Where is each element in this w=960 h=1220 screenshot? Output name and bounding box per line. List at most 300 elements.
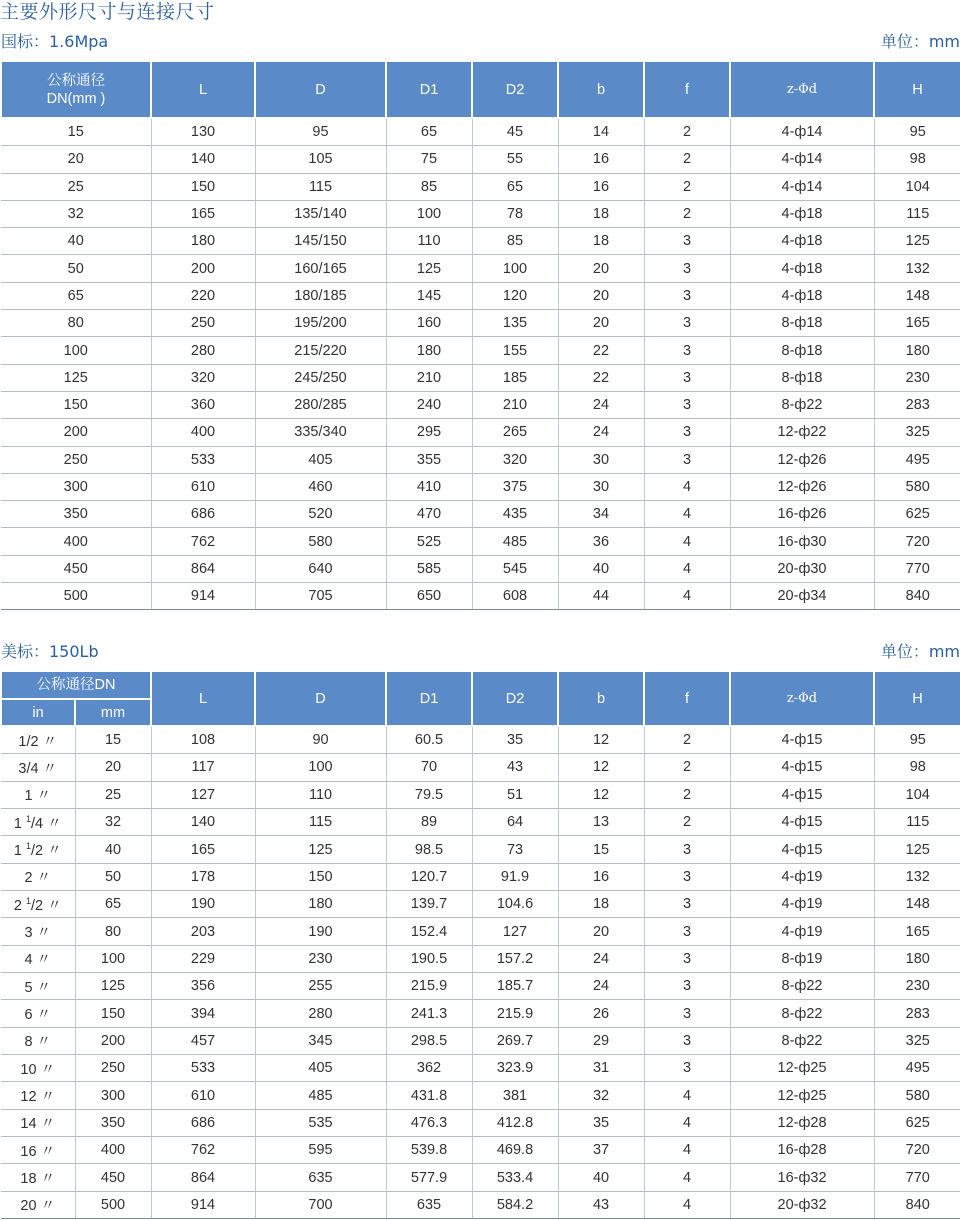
gb-table-row — [1, 118, 960, 146]
ansi-cell-mm: 80 — [75, 918, 151, 945]
gb-cell-h: 230 — [874, 364, 960, 391]
gb-cell-z-phi-d: 20-ф30 — [730, 555, 874, 582]
gb-cell-b: 34 — [558, 501, 644, 528]
ansi-cell-z-phi-d: 4-ф15 — [730, 726, 874, 754]
ansi-header-h: H — [874, 672, 960, 726]
ansi-cell-in-whole: 10 〃 — [20, 1061, 56, 1078]
gb-cell-l: 150 — [151, 173, 255, 200]
ansi-cell-in — [1, 1109, 75, 1136]
ansi-header-f: f — [644, 672, 730, 726]
ansi-cell-z-phi-d: 12-ф25 — [730, 1082, 874, 1109]
gb-table-row — [1, 364, 960, 391]
gb-cell-f: 2 — [644, 146, 730, 173]
gb-cell-d: 705 — [255, 583, 386, 610]
ansi-cell-d1: 298.5 — [386, 1027, 472, 1054]
gb-table-row — [1, 255, 960, 282]
gb-header-dn — [1, 62, 151, 118]
gb-cell-d2: 45 — [472, 118, 558, 146]
gb-cell-dn: 20 — [1, 146, 151, 173]
gb-cell-d: 520 — [255, 501, 386, 528]
ansi-cell-z-phi-d: 16-ф32 — [730, 1164, 874, 1191]
gb-cell-b: 24 — [558, 391, 644, 418]
ansi-cell-in — [1, 781, 75, 808]
ansi-cell-d1: 139.7 — [386, 891, 472, 918]
ansi-table-row — [1, 1082, 960, 1109]
gb-cell-f: 2 — [644, 173, 730, 200]
gb-cell-d1: 295 — [386, 419, 472, 446]
gb-cell-l: 914 — [151, 583, 255, 610]
gb-cell-d1: 585 — [386, 555, 472, 582]
ansi-cell-l: 914 — [151, 1191, 255, 1218]
gb-cell-h: 104 — [874, 173, 960, 200]
ansi-table-row — [1, 945, 960, 972]
ansi-cell-mm: 100 — [75, 945, 151, 972]
ansi-cell-z-phi-d: 12-ф25 — [730, 1055, 874, 1082]
gb-cell-h: 148 — [874, 282, 960, 309]
gb-cell-d1: 125 — [386, 255, 472, 282]
gb-cell-d2: 55 — [472, 146, 558, 173]
gb-cell-f: 3 — [644, 337, 730, 364]
ansi-cell-f: 4 — [644, 1109, 730, 1136]
gb-cell-h: 283 — [874, 391, 960, 418]
ansi-cell-h: 840 — [874, 1191, 960, 1218]
ansi-cell-in-denominator: /4 〃 — [30, 815, 62, 832]
gb-cell-d: 640 — [255, 555, 386, 582]
ansi-cell-mm: 20 — [75, 754, 151, 781]
ansi-cell-b: 12 — [558, 781, 644, 808]
gb-cell-dn: 150 — [1, 391, 151, 418]
ansi-cell-z-phi-d: 8-ф22 — [730, 1027, 874, 1054]
gb-table-row — [1, 146, 960, 173]
gb-cell-dn: 65 — [1, 282, 151, 309]
ansi-cell-in — [1, 1027, 75, 1054]
ansi-table-row — [1, 973, 960, 1000]
gb-cell-f: 4 — [644, 528, 730, 555]
ansi-cell-d2: 157.2 — [472, 945, 558, 972]
ansi-cell-l: 686 — [151, 1109, 255, 1136]
ansi-cell-d1: 635 — [386, 1191, 472, 1218]
gb-cell-d2: 185 — [472, 364, 558, 391]
ansi-cell-d: 115 — [255, 808, 386, 835]
ansi-cell-mm: 50 — [75, 863, 151, 890]
gb-cell-dn: 25 — [1, 173, 151, 200]
ansi-cell-d: 635 — [255, 1164, 386, 1191]
gb-cell-z-phi-d: 8-ф18 — [730, 364, 874, 391]
gb-cell-f: 3 — [644, 228, 730, 255]
gb-cell-d1: 210 — [386, 364, 472, 391]
ansi-table-row — [1, 1000, 960, 1027]
gb-cell-d: 245/250 — [255, 364, 386, 391]
ansi-header-z-phi-d: z-Φd — [730, 672, 874, 726]
ansi-cell-l: 190 — [151, 891, 255, 918]
ansi-table-row — [1, 808, 960, 835]
ansi-cell-b: 24 — [558, 945, 644, 972]
ansi-cell-f: 4 — [644, 1082, 730, 1109]
gb-cell-d1: 85 — [386, 173, 472, 200]
gb-cell-f: 2 — [644, 200, 730, 227]
ansi-cell-d: 180 — [255, 891, 386, 918]
ansi-cell-d: 230 — [255, 945, 386, 972]
gb-cell-d: 405 — [255, 446, 386, 473]
gb-cell-d2: 210 — [472, 391, 558, 418]
ansi-cell-in-whole: 18 〃 — [20, 1171, 56, 1188]
ansi-cell-z-phi-d: 4-ф19 — [730, 918, 874, 945]
gb-cell-f: 4 — [644, 473, 730, 500]
ansi-cell-b: 43 — [558, 1191, 644, 1218]
ansi-cell-in-denominator: /2 〃 — [30, 897, 62, 914]
ansi-cell-d: 595 — [255, 1137, 386, 1164]
gb-cell-l: 610 — [151, 473, 255, 500]
ansi-cell-h: 125 — [874, 836, 960, 863]
gb-header-d1: D1 — [386, 62, 472, 118]
gb-cell-d2: 265 — [472, 419, 558, 446]
ansi-cell-b: 32 — [558, 1082, 644, 1109]
gb-cell-d1: 110 — [386, 228, 472, 255]
gb-header-d2: D2 — [472, 62, 558, 118]
ansi-cell-in-whole: 4 〃 — [24, 952, 52, 969]
gb-cell-d: 215/220 — [255, 337, 386, 364]
ansi-cell-b: 18 — [558, 891, 644, 918]
gb-cell-d2: 135 — [472, 310, 558, 337]
gb-cell-d: 115 — [255, 173, 386, 200]
ansi-cell-in — [1, 1082, 75, 1109]
ansi-cell-z-phi-d: 4-ф19 — [730, 891, 874, 918]
ansi-table-row — [1, 1191, 960, 1218]
gb-cell-z-phi-d: 4-ф14 — [730, 118, 874, 146]
ansi-cell-d2: 104.6 — [472, 891, 558, 918]
gb-cell-b: 30 — [558, 473, 644, 500]
ansi-cell-d: 485 — [255, 1082, 386, 1109]
gb-table-row — [1, 446, 960, 473]
gb-cell-d: 160/165 — [255, 255, 386, 282]
ansi-cell-b: 31 — [558, 1055, 644, 1082]
ansi-table-row — [1, 863, 960, 890]
gb-cell-z-phi-d: 16-ф30 — [730, 528, 874, 555]
ansi-cell-l: 762 — [151, 1137, 255, 1164]
ansi-cell-z-phi-d: 8-ф19 — [730, 945, 874, 972]
ansi-cell-b: 29 — [558, 1027, 644, 1054]
gb-cell-z-phi-d: 12-ф26 — [730, 446, 874, 473]
gb-unit-label: 单位：mm — [880, 32, 960, 51]
gb-header-b: b — [558, 62, 644, 118]
gb-cell-h: 125 — [874, 228, 960, 255]
ansi-cell-h: 230 — [874, 973, 960, 1000]
gb-cell-z-phi-d: 16-ф26 — [730, 501, 874, 528]
gb-cell-z-phi-d: 4-ф14 — [730, 146, 874, 173]
ansi-header-in: in — [1, 699, 75, 726]
ansi-cell-h: 115 — [874, 808, 960, 835]
ansi-cell-h: 132 — [874, 863, 960, 890]
ansi-cell-l: 610 — [151, 1082, 255, 1109]
ansi-cell-mm: 200 — [75, 1027, 151, 1054]
ansi-cell-f: 3 — [644, 1027, 730, 1054]
gb-cell-b: 18 — [558, 228, 644, 255]
gb-header-l: L — [151, 62, 255, 118]
gb-cell-d2: 120 — [472, 282, 558, 309]
gb-cell-z-phi-d: 12-ф22 — [730, 419, 874, 446]
ansi-cell-l: 127 — [151, 781, 255, 808]
ansi-cell-b: 24 — [558, 973, 644, 1000]
gb-cell-l: 360 — [151, 391, 255, 418]
gb-cell-h: 770 — [874, 555, 960, 582]
ansi-cell-d1: 362 — [386, 1055, 472, 1082]
gb-cell-d2: 375 — [472, 473, 558, 500]
ansi-standard-label: 美标：150Lb — [1, 642, 99, 661]
ansi-cell-mm: 40 — [75, 836, 151, 863]
ansi-cell-b: 40 — [558, 1164, 644, 1191]
gb-cell-dn: 50 — [1, 255, 151, 282]
ansi-dimension-table — [0, 672, 960, 1219]
ansi-cell-in-whole: 20 〃 — [20, 1198, 56, 1215]
ansi-header-b: b — [558, 672, 644, 726]
gb-cell-b: 44 — [558, 583, 644, 610]
ansi-cell-d1: 70 — [386, 754, 472, 781]
gb-table-row — [1, 391, 960, 418]
ansi-cell-d2: 73 — [472, 836, 558, 863]
ansi-cell-in-whole: 1 — [13, 815, 26, 832]
gb-cell-dn: 200 — [1, 419, 151, 446]
ansi-cell-b: 15 — [558, 836, 644, 863]
gb-cell-b: 20 — [558, 282, 644, 309]
ansi-cell-h: 770 — [874, 1164, 960, 1191]
gb-cell-d1: 100 — [386, 200, 472, 227]
ansi-cell-mm: 500 — [75, 1191, 151, 1218]
ansi-cell-f: 3 — [644, 945, 730, 972]
gb-cell-l: 250 — [151, 310, 255, 337]
ansi-cell-mm: 25 — [75, 781, 151, 808]
ansi-cell-in-whole: 2 — [13, 897, 26, 914]
gb-cell-d: 335/340 — [255, 419, 386, 446]
ansi-cell-f: 3 — [644, 1000, 730, 1027]
ansi-table-row — [1, 754, 960, 781]
gb-cell-d2: 85 — [472, 228, 558, 255]
gb-cell-dn: 350 — [1, 501, 151, 528]
ansi-cell-d: 255 — [255, 973, 386, 1000]
gb-cell-d2: 608 — [472, 583, 558, 610]
ansi-cell-in — [1, 726, 75, 754]
ansi-cell-l: 165 — [151, 836, 255, 863]
ansi-cell-in-numerator: 1 — [25, 841, 31, 852]
gb-cell-dn: 300 — [1, 473, 151, 500]
ansi-cell-d2: 215.9 — [472, 1000, 558, 1027]
gb-cell-z-phi-d: 8-ф18 — [730, 337, 874, 364]
gb-cell-d: 145/150 — [255, 228, 386, 255]
ansi-cell-l: 457 — [151, 1027, 255, 1054]
ansi-cell-in — [1, 945, 75, 972]
gb-cell-l: 165 — [151, 200, 255, 227]
ansi-cell-d: 110 — [255, 781, 386, 808]
gb-cell-d1: 355 — [386, 446, 472, 473]
gb-cell-dn: 125 — [1, 364, 151, 391]
ansi-cell-in-numerator: 1 — [25, 813, 31, 824]
ansi-cell-in — [1, 836, 75, 863]
ansi-cell-l: 178 — [151, 863, 255, 890]
ansi-cell-d: 100 — [255, 754, 386, 781]
ansi-cell-h: 495 — [874, 1055, 960, 1082]
ansi-cell-d1: 431.8 — [386, 1082, 472, 1109]
gb-cell-d1: 180 — [386, 337, 472, 364]
ansi-cell-in-whole: 14 〃 — [20, 1116, 56, 1133]
gb-table-row — [1, 310, 960, 337]
ansi-table-row — [1, 1164, 960, 1191]
ansi-cell-d: 700 — [255, 1191, 386, 1218]
gb-cell-f: 3 — [644, 419, 730, 446]
ansi-cell-d2: 533.4 — [472, 1164, 558, 1191]
gb-cell-f: 4 — [644, 555, 730, 582]
gb-cell-d2: 320 — [472, 446, 558, 473]
ansi-cell-d2: 91.9 — [472, 863, 558, 890]
gb-table-row — [1, 528, 960, 555]
ansi-cell-h: 104 — [874, 781, 960, 808]
ansi-caption — [0, 641, 960, 663]
gb-cell-f: 3 — [644, 282, 730, 309]
ansi-cell-in-whole: 6 〃 — [24, 1007, 52, 1024]
ansi-cell-d: 190 — [255, 918, 386, 945]
gb-cell-dn: 450 — [1, 555, 151, 582]
gb-cell-l: 220 — [151, 282, 255, 309]
ansi-header-dn: 公称通径DN — [1, 672, 151, 699]
ansi-cell-h: 165 — [874, 918, 960, 945]
gb-cell-b: 22 — [558, 364, 644, 391]
gb-cell-d: 135/140 — [255, 200, 386, 227]
ansi-cell-b: 16 — [558, 863, 644, 890]
gb-cell-d2: 155 — [472, 337, 558, 364]
ansi-cell-in — [1, 1191, 75, 1218]
gb-cell-b: 40 — [558, 555, 644, 582]
gb-cell-d2: 78 — [472, 200, 558, 227]
ansi-table-row — [1, 726, 960, 754]
gb-cell-l: 200 — [151, 255, 255, 282]
ansi-cell-mm: 150 — [75, 1000, 151, 1027]
ansi-header-d1: D1 — [386, 672, 472, 726]
gb-table-row — [1, 282, 960, 309]
gb-cell-l: 180 — [151, 228, 255, 255]
gb-cell-d: 105 — [255, 146, 386, 173]
gb-cell-d2: 435 — [472, 501, 558, 528]
ansi-cell-b: 37 — [558, 1137, 644, 1164]
ansi-cell-l: 533 — [151, 1055, 255, 1082]
ansi-cell-in — [1, 1137, 75, 1164]
gb-cell-h: 840 — [874, 583, 960, 610]
ansi-cell-z-phi-d: 4-ф15 — [730, 836, 874, 863]
gb-table-row — [1, 473, 960, 500]
gb-cell-z-phi-d: 8-ф18 — [730, 310, 874, 337]
ansi-cell-in — [1, 808, 75, 835]
ansi-cell-l: 356 — [151, 973, 255, 1000]
ansi-cell-d2: 469.8 — [472, 1137, 558, 1164]
ansi-cell-z-phi-d: 4-ф15 — [730, 781, 874, 808]
gb-cell-l: 762 — [151, 528, 255, 555]
gb-cell-z-phi-d: 20-ф34 — [730, 583, 874, 610]
ansi-cell-d1: 215.9 — [386, 973, 472, 1000]
ansi-cell-mm: 450 — [75, 1164, 151, 1191]
ansi-cell-mm: 65 — [75, 891, 151, 918]
ansi-cell-d2: 64 — [472, 808, 558, 835]
gb-cell-h: 580 — [874, 473, 960, 500]
ansi-cell-h: 180 — [874, 945, 960, 972]
ansi-cell-in-whole: 5 〃 — [24, 979, 52, 996]
gb-cell-d2: 485 — [472, 528, 558, 555]
gb-cell-l: 320 — [151, 364, 255, 391]
gb-cell-h: 98 — [874, 146, 960, 173]
gb-cell-d1: 240 — [386, 391, 472, 418]
gb-cell-l: 130 — [151, 118, 255, 146]
gb-cell-dn: 400 — [1, 528, 151, 555]
ansi-cell-d1: 152.4 — [386, 918, 472, 945]
ansi-cell-in — [1, 918, 75, 945]
ansi-cell-z-phi-d: 4-ф15 — [730, 754, 874, 781]
ansi-table-row — [1, 836, 960, 863]
ansi-cell-z-phi-d: 8-ф22 — [730, 1000, 874, 1027]
ansi-cell-in-whole: 16 〃 — [20, 1143, 56, 1160]
ansi-cell-b: 13 — [558, 808, 644, 835]
gb-cell-d1: 525 — [386, 528, 472, 555]
ansi-cell-f: 2 — [644, 754, 730, 781]
gb-cell-d: 180/185 — [255, 282, 386, 309]
ansi-cell-b: 35 — [558, 1109, 644, 1136]
ansi-cell-mm: 300 — [75, 1082, 151, 1109]
gb-cell-dn: 500 — [1, 583, 151, 610]
gb-cell-f: 3 — [644, 255, 730, 282]
ansi-cell-z-phi-d: 8-ф22 — [730, 973, 874, 1000]
ansi-cell-d: 345 — [255, 1027, 386, 1054]
gb-cell-d: 280/285 — [255, 391, 386, 418]
ansi-cell-in — [1, 891, 75, 918]
gb-cell-f: 4 — [644, 583, 730, 610]
gb-cell-f: 3 — [644, 446, 730, 473]
ansi-cell-in-whole: 1/2 〃 — [18, 733, 58, 750]
gb-cell-b: 24 — [558, 419, 644, 446]
ansi-cell-d: 280 — [255, 1000, 386, 1027]
ansi-cell-d2: 43 — [472, 754, 558, 781]
ansi-cell-in-numerator: 1 — [25, 895, 31, 906]
ansi-cell-l: 229 — [151, 945, 255, 972]
gb-header-dn-line1: 公称通径 — [47, 72, 105, 89]
ansi-cell-d2: 269.7 — [472, 1027, 558, 1054]
ansi-cell-d1: 60.5 — [386, 726, 472, 754]
gb-cell-d1: 65 — [386, 118, 472, 146]
gb-cell-h: 115 — [874, 200, 960, 227]
gb-cell-h: 325 — [874, 419, 960, 446]
gb-standard-label: 国标：1.6Mpa — [1, 32, 109, 51]
ansi-cell-f: 3 — [644, 973, 730, 1000]
ansi-cell-d2: 51 — [472, 781, 558, 808]
ansi-cell-z-phi-d: 20-ф32 — [730, 1191, 874, 1218]
gb-cell-b: 30 — [558, 446, 644, 473]
ansi-table-row — [1, 1109, 960, 1136]
ansi-cell-h: 325 — [874, 1027, 960, 1054]
ansi-cell-in-whole: 2 〃 — [24, 870, 52, 887]
ansi-cell-d2: 412.8 — [472, 1109, 558, 1136]
ansi-cell-d2: 584.2 — [472, 1191, 558, 1218]
gb-cell-f: 3 — [644, 391, 730, 418]
ansi-cell-d1: 539.8 — [386, 1137, 472, 1164]
ansi-cell-in-whole: 1 〃 — [24, 788, 52, 805]
ansi-cell-f: 3 — [644, 918, 730, 945]
ansi-cell-z-phi-d: 12-ф28 — [730, 1109, 874, 1136]
ansi-cell-d: 150 — [255, 863, 386, 890]
gb-cell-d1: 470 — [386, 501, 472, 528]
gb-cell-d: 580 — [255, 528, 386, 555]
ansi-cell-mm: 125 — [75, 973, 151, 1000]
ansi-cell-mm: 350 — [75, 1109, 151, 1136]
gb-cell-d: 195/200 — [255, 310, 386, 337]
ansi-cell-f: 2 — [644, 726, 730, 754]
gb-cell-z-phi-d: 8-ф22 — [730, 391, 874, 418]
ansi-cell-l: 203 — [151, 918, 255, 945]
ansi-cell-in-whole: 3/4 〃 — [18, 760, 58, 777]
ansi-cell-in-whole: 12 〃 — [20, 1089, 56, 1106]
